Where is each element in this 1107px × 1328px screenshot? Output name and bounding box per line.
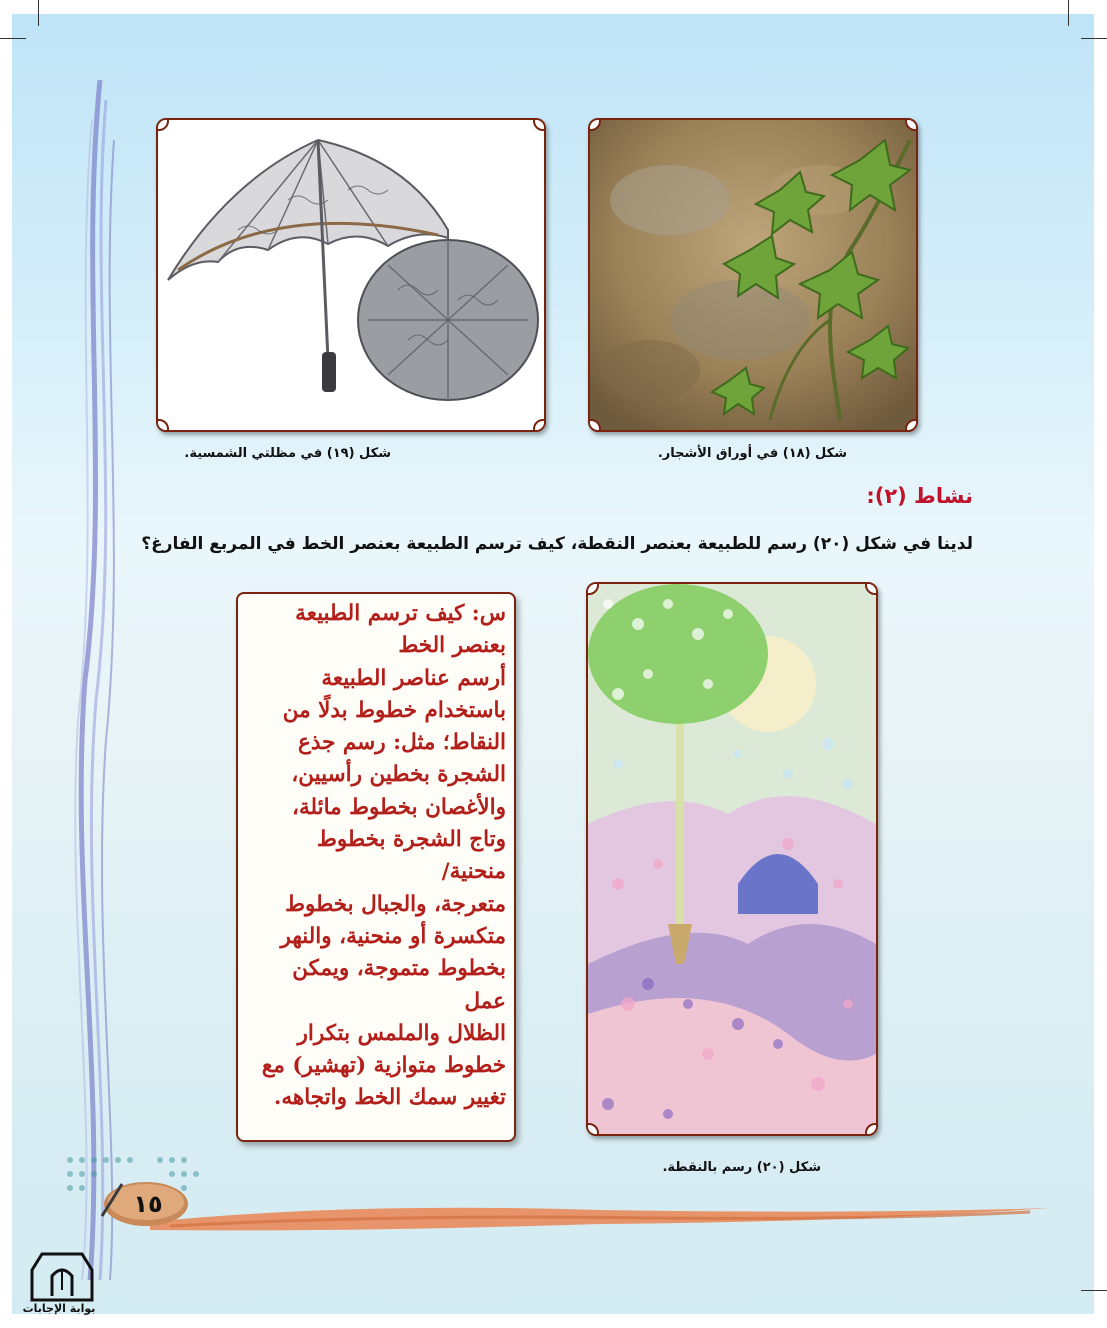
answer-line: والأغصان بخطوط مائلة، [292, 794, 506, 820]
activity-title: نشاط (٢): [866, 484, 973, 508]
crop-mark [1081, 38, 1107, 39]
figure-ivy-leaves [588, 118, 918, 432]
answer-line: الظلال والملمس بتكرار [297, 1020, 506, 1046]
answer-line: متعرجة، والجبال بخطوط [285, 891, 506, 917]
answer-line: خطوط متوازية (تهشير) مع [261, 1053, 506, 1079]
answer-line: بخطوط متموجة، ويمكن عمل [292, 956, 506, 1014]
crop-mark [1081, 1290, 1107, 1291]
figure-20-caption: شكل (٢٠) رسم بالنقطة. [662, 1160, 821, 1175]
ivy-on-wall-illustration [590, 120, 916, 430]
activity-question: لدينا في شكل (٢٠) رسم للطبيعة بعنصر النقطة، كيف ترسم الطبيعة بعنصر الخط في المربع الفارغ؟ [141, 534, 973, 554]
answer-box [236, 592, 516, 1142]
umbrellas-illustration [158, 120, 544, 430]
answer-line: س: كيف ترسم الطبيعة [295, 601, 506, 626]
page-number-badge [92, 1176, 190, 1228]
handwritten-answer [252, 598, 506, 1115]
answer-line: متكسرة أو منحنية، والنهر [280, 923, 506, 949]
crop-mark [38, 0, 39, 26]
decorative-ribbon [70, 80, 130, 1280]
answer-line: وتاج الشجرة بخطوط منحنية/ [317, 827, 506, 885]
answer-line: باستخدام خطوط بدلًا من [282, 697, 506, 723]
answer-line: النقاط؛ مثل: رسم جذع [298, 730, 506, 756]
crop-mark [1068, 0, 1069, 26]
answer-line: أرسم عناصر الطبيعة [321, 665, 506, 691]
answer-line: تغيير سمك الخط واتجاهه. [273, 1085, 506, 1111]
brush-stroke-decoration [150, 1192, 1050, 1242]
page-number: ١٥ [133, 1190, 163, 1218]
pointillism-landscape-illustration [588, 584, 876, 1134]
answer-line: الشجرة بخطين رأسيين، [291, 762, 506, 788]
figure-19-caption: شكل (١٩) في مظلتي الشمسية. [184, 446, 391, 461]
figure-18-caption: شكل (١٨) في أوراق الأشجار. [657, 446, 847, 461]
figure-pointillism-drawing [586, 582, 878, 1136]
crop-mark [0, 38, 26, 39]
site-label: بوابة الإجابات [22, 1302, 96, 1315]
figure-umbrellas [156, 118, 546, 432]
answer-line: بعنصر الخط [398, 633, 506, 659]
